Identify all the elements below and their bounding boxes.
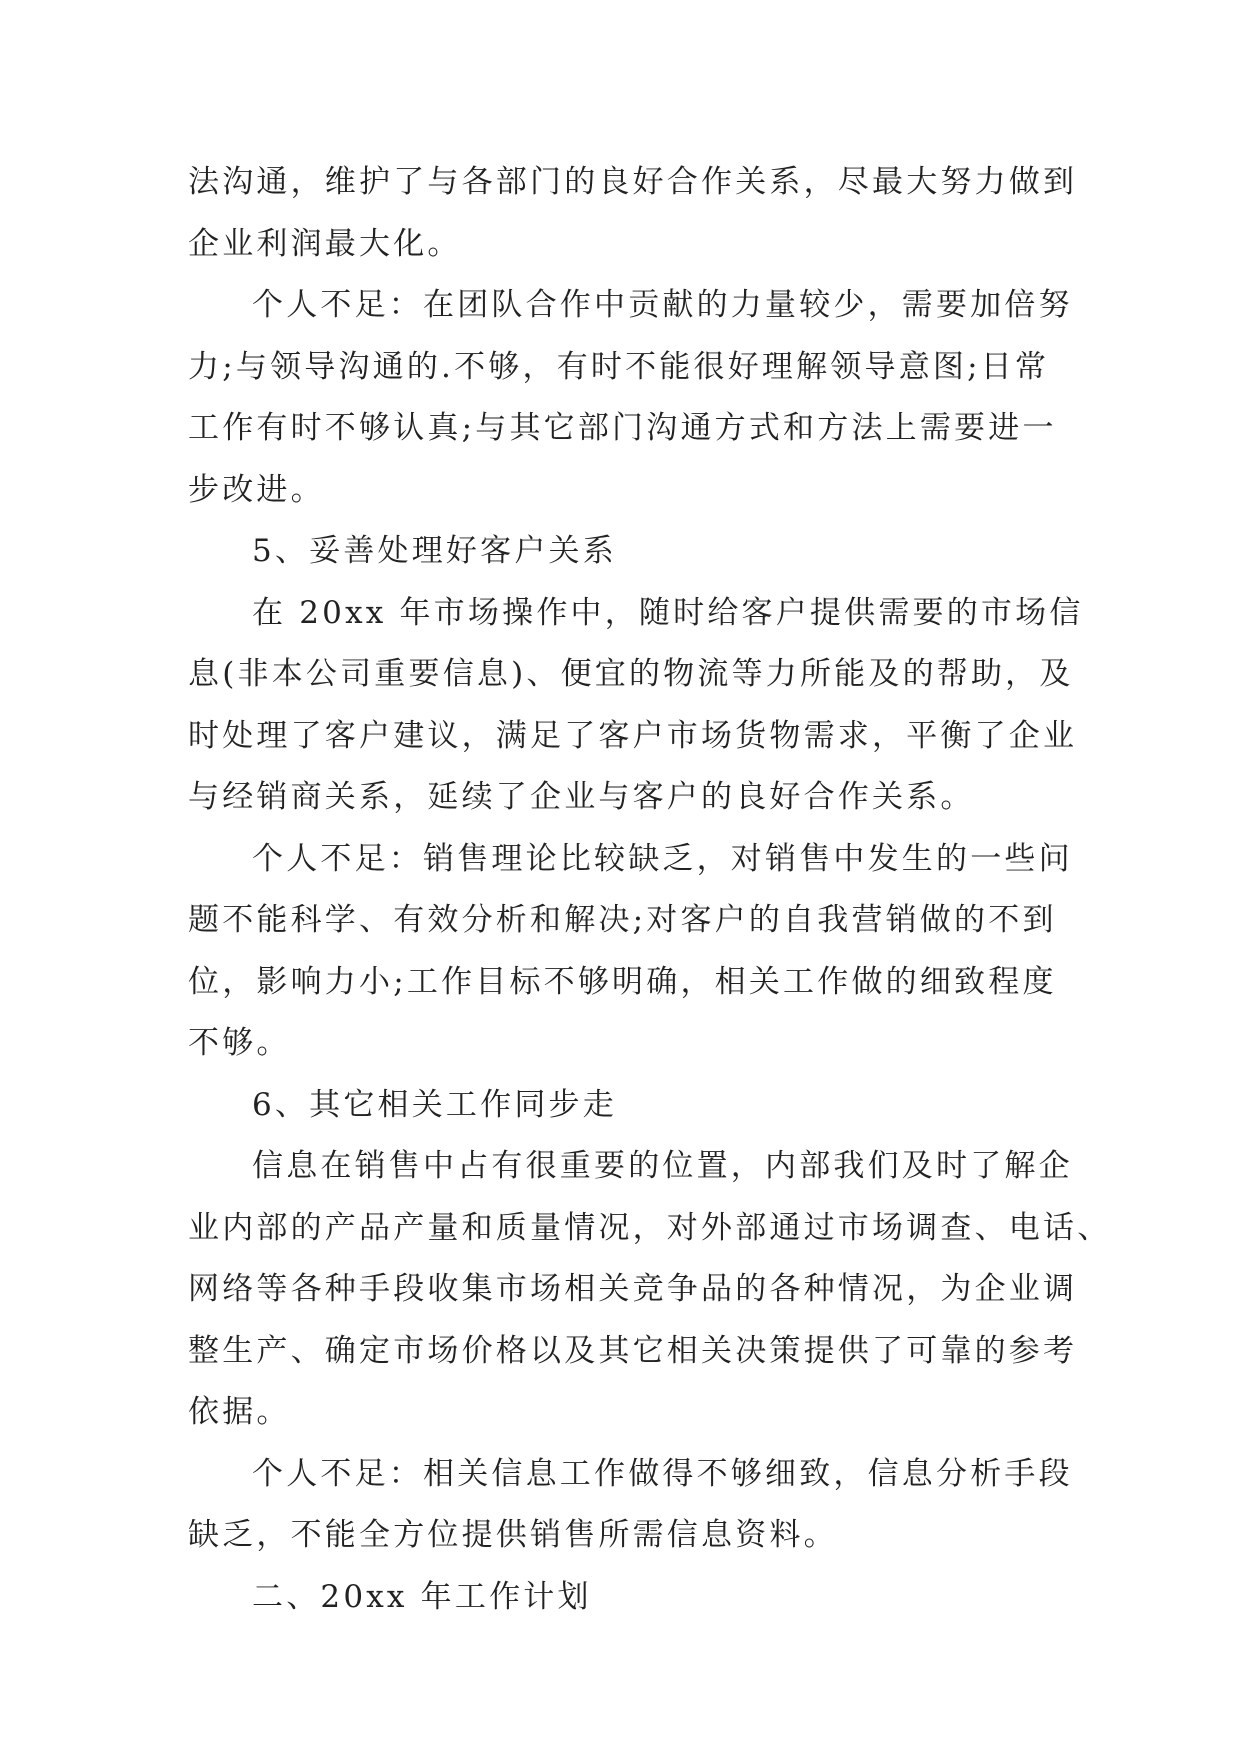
document-body: [188, 152, 1112, 1628]
text-line: 依据。: [188, 1394, 291, 1430]
text-line: 网络等各种手段收集市场相关竞争品的各种情况，为企业调: [188, 1271, 1078, 1307]
text-line: 企业利润最大化。: [188, 225, 462, 262]
text-line: 位，影响力小;工作目标不够明确，相关工作做的细致程度: [188, 963, 1057, 1000]
text-line: 信息在销售中占有很重要的位置，内部我们及时了解企: [252, 1148, 1073, 1184]
text-line: 缺乏，不能全方位提供销售所需信息资料。: [188, 1517, 838, 1553]
text-line: 与经销商关系，延续了企业与客户的良好合作关系。: [188, 779, 975, 815]
text-line: 个人不足：相关信息工作做得不够细致，信息分析手段: [252, 1455, 1073, 1492]
text-line: 业内部的产品产量和质量情况，对外部通过市场调查、电话、: [188, 1209, 1112, 1246]
section-heading: 二、20xx 年工作计划: [252, 1578, 592, 1615]
text-line: 工作有时不够认真;与其它部门沟通方式和方法上需要进一: [188, 410, 1057, 446]
text-line: 步改进。: [188, 471, 325, 508]
text-line: 个人不足：销售理论比较缺乏，对销售中发生的一些问: [252, 840, 1073, 877]
text-line: 法沟通，维护了与各部门的良好合作关系，尽最大努力做到: [188, 164, 1078, 200]
text-line: 在 20xx 年市场操作中，随时给客户提供需要的市场信: [252, 594, 1084, 631]
text-line: 题不能科学、有效分析和解决;对客户的自我营销做的不到: [188, 902, 1057, 938]
text-line: 整生产、确定市场价格以及其它相关决策提供了可靠的参考: [188, 1332, 1078, 1369]
text-line: 息(非本公司重要信息)、便宜的物流等力所能及的帮助，及: [188, 656, 1074, 692]
text-line: 个人不足：在团队合作中贡献的力量较少，需要加倍努: [252, 287, 1073, 323]
text-line: 力;与领导沟通的.不够，有时不能很好理解领导意图;日常: [188, 348, 1050, 385]
section-heading: 6、其它相关工作同步走: [252, 1086, 617, 1123]
section-heading: 5、妥善处理好客户关系: [252, 533, 617, 569]
text-line: 不够。: [188, 1025, 291, 1061]
text-line: 时处理了客户建议，满足了客户市场货物需求，平衡了企业: [188, 717, 1078, 754]
